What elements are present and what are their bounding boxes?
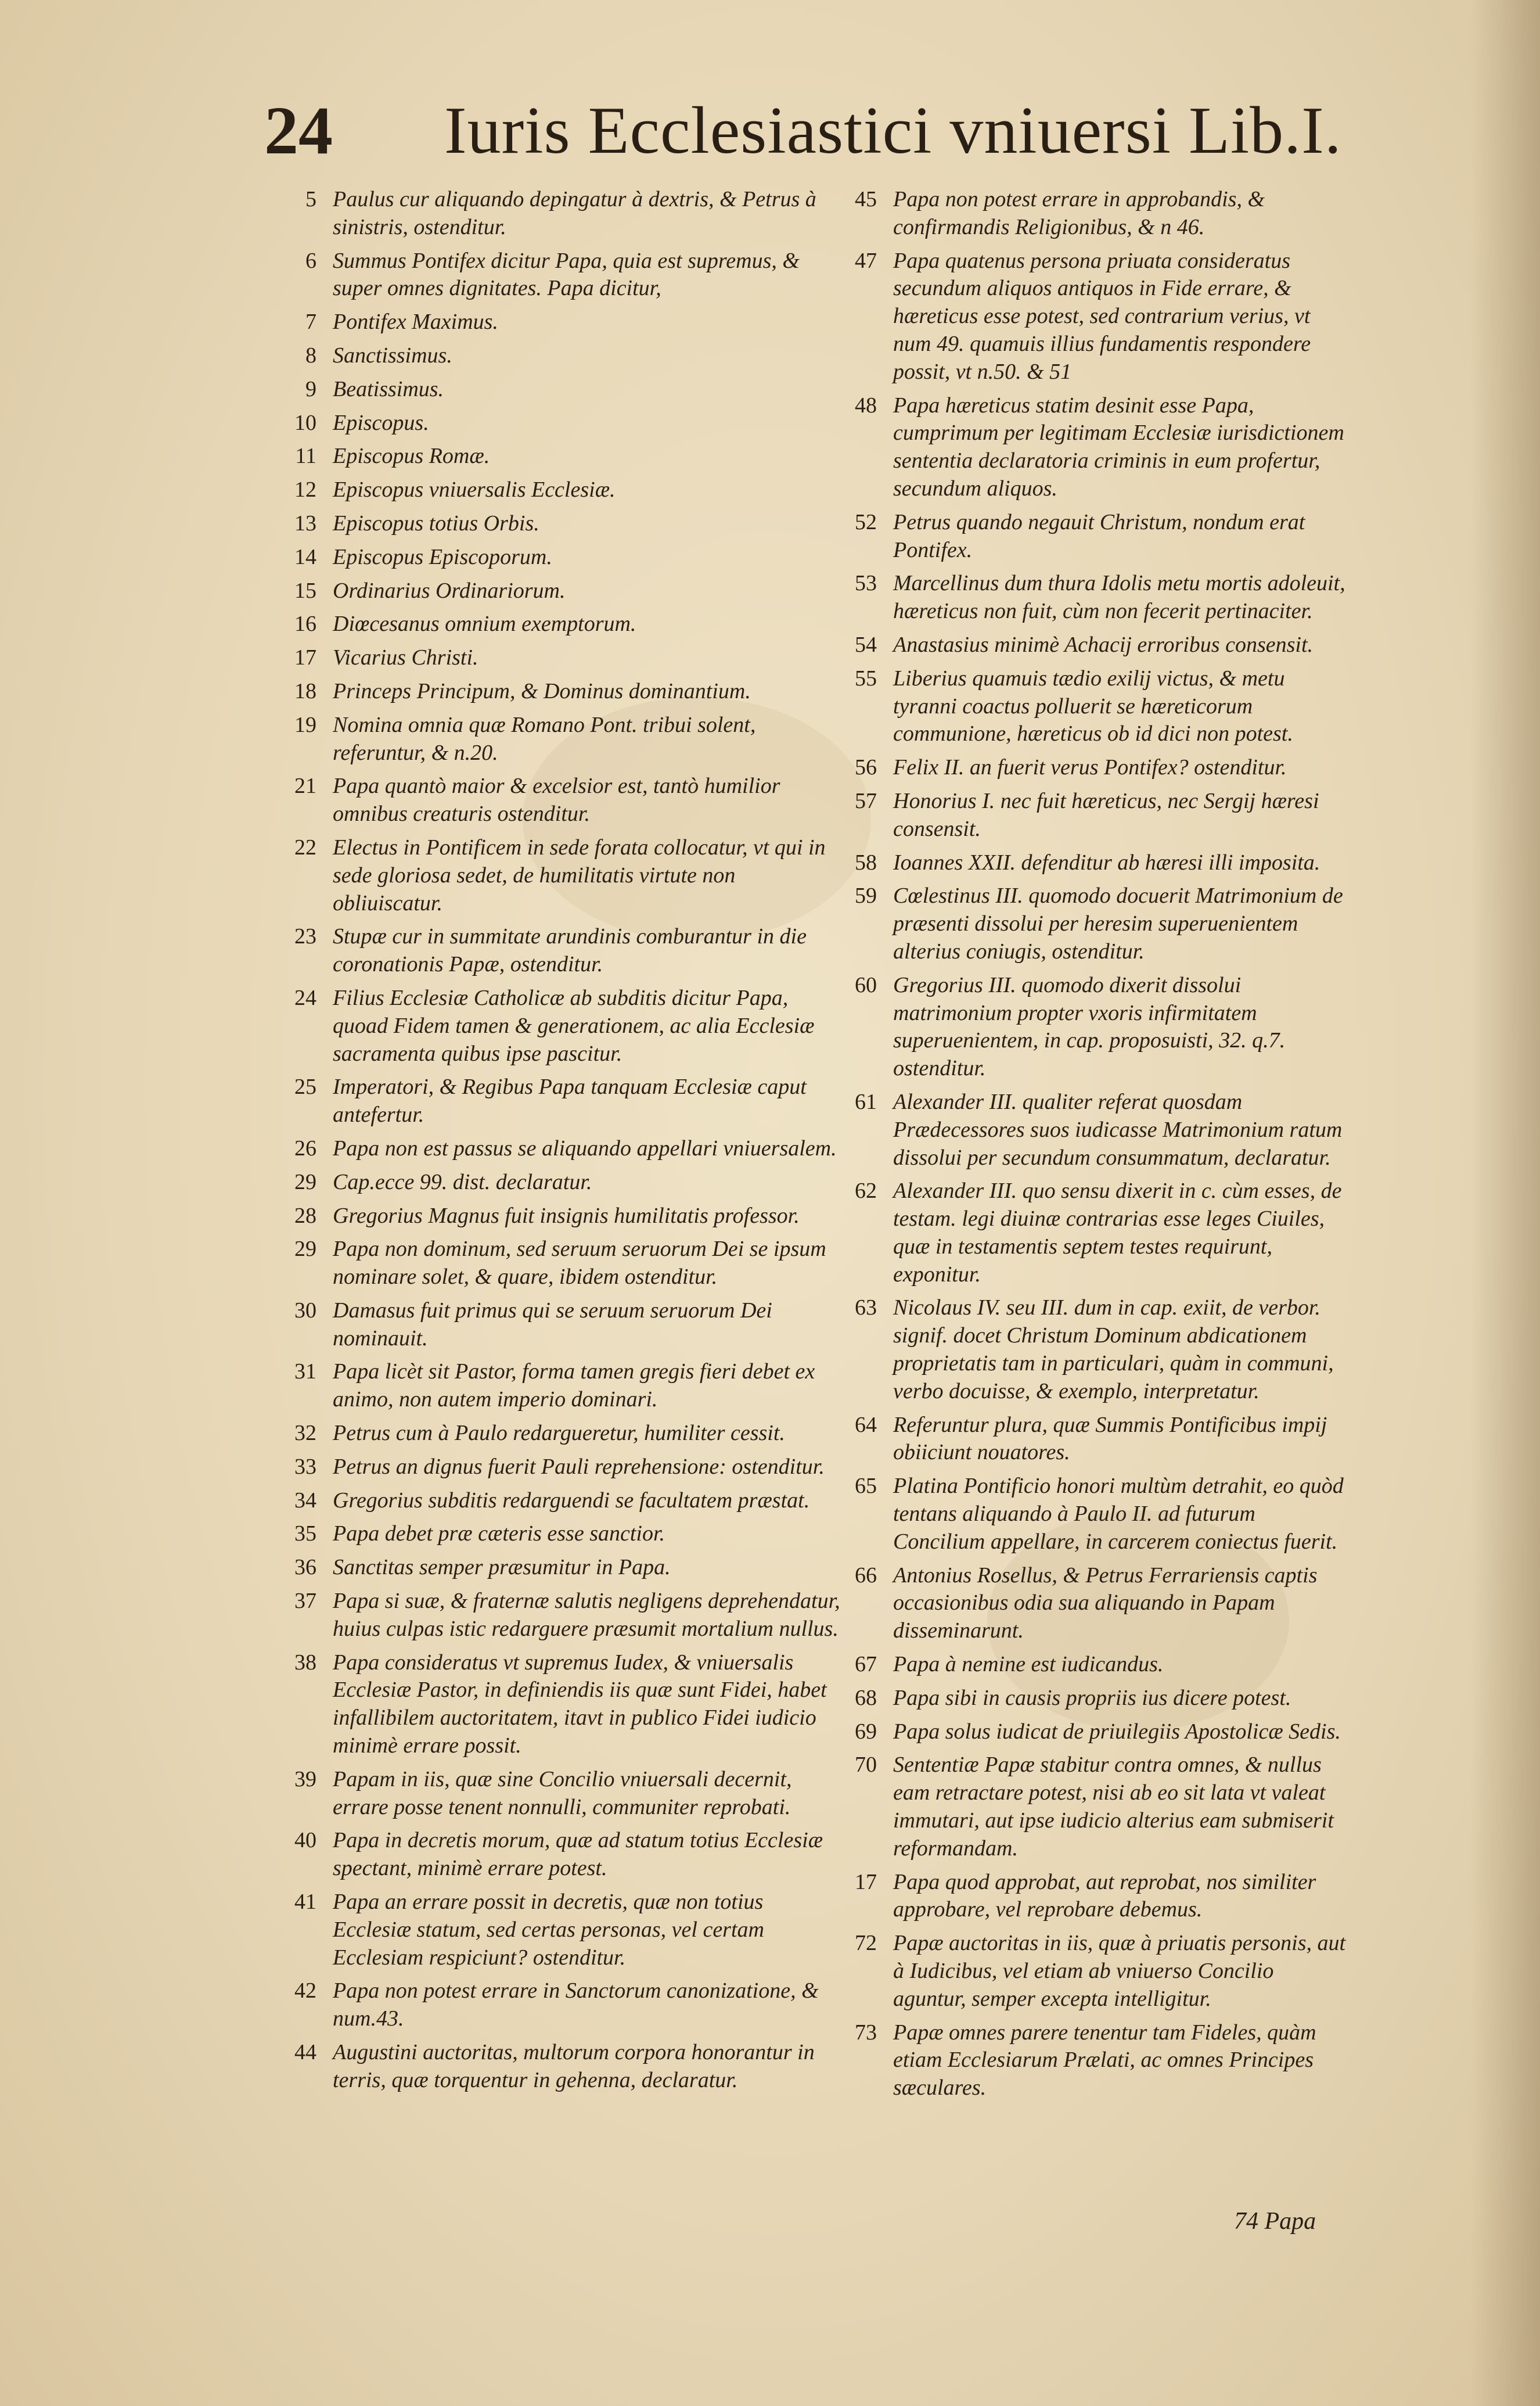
index-entry (825, 509, 1347, 565)
index-entry (264, 1073, 845, 1129)
entry-text: Papa quatenus persona priuata consideratus secundum aliquos antiquos in Fide errare, & hæreticus esse potest, sed contrarium verius, vt num 49. quamuis illius fundamentis respondere possit, vt n.50. & 51 (893, 248, 1311, 384)
left-column (264, 186, 845, 2100)
entry-number: 35 (294, 1521, 316, 1546)
index-entry (264, 308, 845, 336)
entry-text: Petrus cum à Paulo redargueretur, humiliter cessit. (333, 1421, 785, 1446)
index-entry (264, 1766, 845, 1822)
entry-text: Beatissimus. (333, 376, 444, 401)
index-entry (825, 849, 1347, 877)
entry-number: 41 (294, 1890, 316, 1915)
entry-text: Paulus cur aliquando depingatur à dextris, & Petrus à sinistris, ostenditur. (333, 187, 816, 239)
entry-text: Gregorius Magnus fuit insignis humilitatis professor. (333, 1203, 800, 1228)
index-entry (825, 631, 1347, 659)
entry-text: Summus Pontifex dicitur Papa, quia est supremus, & super omnes dignitates. Papa dicitur, (333, 248, 800, 301)
entry-number: 23 (294, 924, 316, 949)
index-entry (825, 1685, 1347, 1712)
entry-number: 60 (855, 972, 877, 997)
entry-number: 14 (294, 544, 316, 569)
entry-text: Princeps Principum, & Dominus dominantium. (333, 678, 751, 703)
index-entry (825, 1473, 1347, 1556)
entry-text: Felix II. an fuerit verus Pontifex? ostenditur. (893, 755, 1287, 780)
entry-number: 31 (294, 1359, 316, 1384)
index-entry (264, 1135, 845, 1163)
entry-number: 57 (855, 788, 877, 813)
entry-number: 25 (294, 1075, 316, 1100)
entry-number: 62 (855, 1179, 877, 1204)
entry-number: 54 (855, 632, 877, 657)
index-entry (825, 2019, 1347, 2102)
entry-text: Papæ omnes parere tenentur tam Fideles, quàm etiam Ecclesiarum Prælati, ac omnes Principes sæculares. (893, 2020, 1316, 2100)
entry-text: Sanctitas semper præsumitur in Papa. (333, 1555, 671, 1580)
entry-number: 38 (294, 1650, 316, 1675)
entry-text: Ioannes XXII. defenditur ab hæresi illi imposita. (893, 850, 1320, 875)
entry-number: 58 (855, 850, 877, 875)
entry-text: Papa solus iudicat de priuilegiis Apostolicæ Sedis. (893, 1719, 1341, 1744)
entry-text: Vicarius Christi. (333, 645, 478, 670)
entry-number: 12 (294, 477, 316, 502)
entry-text: Filius Ecclesiæ Catholicæ ab subditis dicitur Papa, quoad Fidem tamen & generationem, ac alia Ecclesiæ sacramenta quibus ipse pascitur. (333, 985, 815, 1066)
index-entry (825, 788, 1347, 843)
entry-number: 66 (855, 1563, 877, 1588)
index-entry (264, 247, 845, 303)
catchword: 74 Papa (1234, 2208, 1316, 2235)
entry-text: Alexander III. qualiter referat quosdam Prædecessores suos iudicasse Matrimonium ratum dissolui per secundum consummatum, declaratur. (893, 1089, 1343, 1170)
entry-text: Papæ auctoritas in iis, quæ à priuatis personis, aut à Iudicibus, vel etiam ab vniuerso Concilio aguntur, semper excepta intelligitur. (893, 1931, 1346, 2011)
entry-number: 17 (855, 1869, 877, 1894)
entry-text: Papa debet præ cæteris esse sanctior. (333, 1521, 665, 1546)
entry-number: 52 (855, 509, 877, 534)
entry-text: Pontifex Maximus. (333, 310, 498, 335)
entry-text: Liberius quamuis tædio exilij victus, & metu tyranni coactus polluerit se hæreticorum communione, hæreticus ob id dici non potest. (893, 666, 1293, 746)
entry-number: 36 (294, 1555, 316, 1580)
entry-number: 65 (855, 1474, 877, 1499)
entry-text: Gregorius subditis redarguendi se facultatem præstat. (333, 1488, 810, 1513)
entry-text: Petrus quando negauit Christum, nondum erat Pontifex. (893, 509, 1305, 562)
index-entry (264, 1977, 845, 2033)
index-entry (825, 392, 1347, 503)
index-entry (264, 443, 845, 471)
entry-number: 19 (294, 712, 316, 737)
entry-number: 5 (305, 187, 316, 211)
index-entry (264, 577, 845, 605)
entry-number: 59 (855, 884, 877, 908)
index-entry (264, 2039, 845, 2095)
index-entry (264, 773, 845, 828)
entry-number: 69 (855, 1719, 877, 1744)
index-entry (264, 1169, 845, 1197)
entry-number: 28 (294, 1203, 316, 1228)
entry-number: 73 (855, 2020, 877, 2045)
entry-number: 48 (855, 393, 877, 418)
entry-number: 37 (294, 1589, 316, 1614)
index-entry (264, 678, 845, 706)
entry-text: Papa sibi in causis propriis ius dicere potest. (893, 1685, 1291, 1710)
entry-text: Papa si suæ, & fraternæ salutis negligens deprehendatur, huius culpas istic redarguere præsumit mortalium nullus. (333, 1589, 840, 1641)
index-entry (825, 1718, 1347, 1746)
entry-text: Episcopus Romæ. (333, 444, 490, 469)
index-entry (264, 342, 845, 370)
entry-number: 30 (294, 1298, 316, 1323)
index-entry (264, 611, 845, 638)
entry-number: 21 (294, 774, 316, 799)
entry-text: Papam in iis, quæ sine Concilio vniuersali decernit, errare posse tenent nonnulli, communiter reprobati. (333, 1766, 792, 1819)
entry-text: Nicolaus IV. seu III. dum in cap. exiit, de verbor. signif. docet Christum Dominum abdicationem proprietatis tam in particulari, quàm in communi, verbo docuisse, & exemplo, interpretatur. (893, 1295, 1334, 1403)
entry-text: Papa consideratus vt supremus Iudex, & vniuersalis Ecclesiæ Pastor, in definiendis iis quæ sunt Fidei, habet infallibilem auctoritatem, itavt in publico Fidei iudicio minimè errare possit. (333, 1650, 827, 1758)
index-entry (264, 1827, 845, 1883)
entry-text: Antonius Rosellus, & Petrus Ferrariensis captis occasionibus odia sua aliquando in Papam disseminarunt. (893, 1563, 1318, 1643)
index-entry (825, 1930, 1347, 2013)
entry-text: Anastasius minimè Achacij erroribus consensit. (893, 632, 1314, 657)
entry-text: Honorius I. nec fuit hæreticus, nec Sergij hæresi consensit. (893, 788, 1319, 841)
entry-number: 63 (855, 1295, 877, 1320)
index-entry (264, 1453, 845, 1481)
index-entry (825, 1751, 1347, 1862)
entry-number: 16 (294, 612, 316, 637)
index-entry (264, 985, 845, 1068)
index-entry (825, 1177, 1347, 1288)
entry-text: Papa non est passus se aliquando appellari vniuersalem. (333, 1136, 837, 1161)
index-entry (264, 1888, 845, 1972)
index-entry (264, 186, 845, 242)
entry-number: 42 (294, 1978, 316, 2003)
entry-number: 64 (855, 1412, 877, 1437)
entry-text: Nomina omnia quæ Romano Pont. tribui solent, referuntur, & n.20. (333, 712, 756, 765)
entry-number: 29 (294, 1169, 316, 1194)
entry-number: 47 (855, 248, 877, 273)
index-entry (264, 376, 845, 404)
entry-text: Platina Pontificio honori multùm detrahit, eo quòd tentans aliquando à Paulo II. ad futurum Concilium appellare, in carcerem coniectus fuerit. (893, 1474, 1344, 1554)
entry-number: 10 (294, 410, 316, 435)
entry-text: Papa licèt sit Pastor, forma tamen gregis fieri debet ex animo, non autem imperio dominari. (333, 1359, 815, 1412)
index-entry (264, 476, 845, 504)
entry-text: Marcellinus dum thura Idolis metu mortis adoleuit, hæreticus non fuit, cùm non fecerit pertinaciter. (893, 571, 1345, 624)
entry-number: 68 (855, 1685, 877, 1710)
index-entry (264, 923, 845, 979)
index-entry (825, 754, 1347, 782)
entry-text: Episcopus vniuersalis Ecclesiæ. (333, 477, 616, 502)
entry-text: Augustini auctoritas, multorum corpora honorantur in terris, quæ torquentur in gehenna, declaratur. (333, 2040, 815, 2092)
entry-text: Papa non potest errare in Sanctorum canonizatione, & num.43. (333, 1978, 819, 2031)
index-entry (264, 1236, 845, 1291)
entry-number: 32 (294, 1421, 316, 1446)
entry-text: Papa quod approbat, aut reprobat, nos similiter approbare, vel reprobare debemus. (893, 1869, 1316, 1922)
entry-text: Episcopus. (333, 410, 429, 435)
entry-number: 72 (855, 1931, 877, 1956)
entry-text: Imperatori, & Regibus Papa tanquam Ecclesiæ caput antefertur. (333, 1075, 807, 1127)
index-entry (825, 665, 1347, 748)
index-entry (825, 1869, 1347, 1924)
spine-shadow (1470, 0, 1540, 2406)
index-entry (825, 570, 1347, 626)
index-entry (264, 1487, 845, 1515)
entry-text: Damasus fuit primus qui se seruum seruorum Dei nominauit. (333, 1298, 772, 1351)
index-entry (264, 1554, 845, 1582)
index-entry (264, 834, 845, 917)
index-entry (825, 186, 1347, 242)
index-entry (264, 1297, 845, 1353)
index-entry (825, 1294, 1347, 1405)
entry-text: Papa in decretis morum, quæ ad statum totius Ecclesiæ spectant, minimè errare potest. (333, 1828, 823, 1881)
entry-text: Cœlestinus III. quomodo docuerit Matrimonium de præsenti dissolui per heresim superuenientem alterius coniugis, ostenditur. (893, 884, 1343, 964)
entry-text: Electus in Pontificem in sede forata collocatur, vt qui in sede gloriosa sedet, de humilitatis virtute non obliuiscatur. (333, 835, 826, 915)
index-entry (825, 1089, 1347, 1172)
index-entry (264, 1420, 845, 1448)
entry-number: 39 (294, 1766, 316, 1791)
entry-number: 61 (855, 1089, 877, 1114)
entry-text: Stupæ cur in summitate arundinis comburantur in die coronationis Papæ, ostenditur. (333, 924, 807, 977)
entry-number: 15 (294, 578, 316, 603)
index-entry (825, 1562, 1347, 1645)
index-entry (825, 972, 1347, 1083)
entry-number: 33 (294, 1454, 316, 1479)
entry-number: 55 (855, 666, 877, 691)
entry-number: 8 (305, 343, 316, 368)
index-entry (264, 1649, 845, 1760)
entry-number: 34 (294, 1488, 316, 1513)
entry-text: Papa à nemine est iudicandus. (893, 1652, 1164, 1677)
entry-text: Episcopus totius Orbis. (333, 511, 539, 536)
running-title: Iuris Ecclesiastici vniuersi Lib.I. (444, 94, 1342, 168)
entry-text: Sanctissimus. (333, 343, 452, 368)
entry-number: 29 (294, 1237, 316, 1262)
index-entry (264, 510, 845, 538)
page-number: 24 (264, 92, 333, 168)
page-header (264, 87, 1368, 174)
index-entry (264, 1358, 845, 1414)
index-entry (264, 544, 845, 572)
entry-number: 13 (294, 511, 316, 536)
entry-number: 17 (294, 645, 316, 670)
entry-text: Alexander III. quo sensu dixerit in c. cùm esses, de testam. legi diuinæ contrarias esse leges Ciuiles, quæ in testamentis septem testes requirunt, exponitur. (893, 1179, 1342, 1287)
entry-text: Papa non dominum, sed seruum seruorum Dei se ipsum nominare solet, & quare, ibidem ostenditur. (333, 1237, 826, 1290)
index-entry (264, 644, 845, 672)
index-entry (825, 882, 1347, 965)
entry-number: 70 (855, 1753, 877, 1777)
entry-number: 44 (294, 2040, 316, 2065)
entry-number: 22 (294, 835, 316, 860)
index-entry (264, 712, 845, 767)
index-entry (825, 1651, 1347, 1679)
index-entry (264, 410, 845, 437)
entry-number: 24 (294, 985, 316, 1010)
entry-number: 53 (855, 571, 877, 596)
entry-text: Sententiæ Papæ stabitur contra omnes, & nullus eam retractare potest, nisi ab eo sit lata vt valeat immutari, aut ipse iudicio alterius eam submiserit reformandam. (893, 1753, 1334, 1861)
entry-number: 56 (855, 755, 877, 780)
right-column (825, 186, 1347, 2108)
entry-number: 40 (294, 1828, 316, 1853)
index-entry (264, 1588, 845, 1643)
index-entry (825, 1412, 1347, 1467)
entry-number: 6 (305, 248, 316, 273)
entry-number: 45 (855, 187, 877, 211)
entry-number: 11 (295, 444, 316, 469)
entry-text: Cap.ecce 99. dist. declaratur. (333, 1169, 592, 1194)
entry-number: 26 (294, 1136, 316, 1161)
entry-text: Papa hæreticus statim desinit esse Papa, cumprimum per legitimam Ecclesiæ iurisdictionem sententia declaratoria criminis in eum profertur, secundum aliquos. (893, 393, 1344, 501)
entry-text: Papa non potest errare in approbandis, & confirmandis Religionibus, & n 46. (893, 187, 1265, 239)
index-entry (264, 1202, 845, 1230)
entry-text: Ordinarius Ordinariorum. (333, 578, 566, 603)
index-entry (264, 1520, 845, 1548)
entry-text: Diœcesanus omnium exemptorum. (333, 612, 636, 637)
entry-text: Gregorius III. quomodo dixerit dissolui matrimonium propter vxoris infirmitatem superuenientem, in cap. proposuisti, 32. q.7. ostenditur. (893, 972, 1286, 1081)
entry-text: Petrus an dignus fuerit Pauli reprehensione: ostenditur. (333, 1454, 825, 1479)
entry-text: Referuntur plura, quæ Summis Pontificibus impij obiiciunt nouatores. (893, 1412, 1327, 1465)
entry-number: 67 (855, 1652, 877, 1677)
index-entry (825, 247, 1347, 386)
entry-number: 9 (305, 376, 316, 401)
entry-number: 18 (294, 678, 316, 703)
entry-text: Episcopus Episcoporum. (333, 544, 552, 569)
entry-text: Papa an errare possit in decretis, quæ non totius Ecclesiæ statum, sed certas personas, vel certam Ecclesiam respiciunt? ostenditur. (333, 1890, 764, 1970)
entry-text: Papa quantò maior & excelsior est, tantò humilior omnibus creaturis ostenditur. (333, 774, 780, 827)
entry-number: 7 (305, 310, 316, 335)
